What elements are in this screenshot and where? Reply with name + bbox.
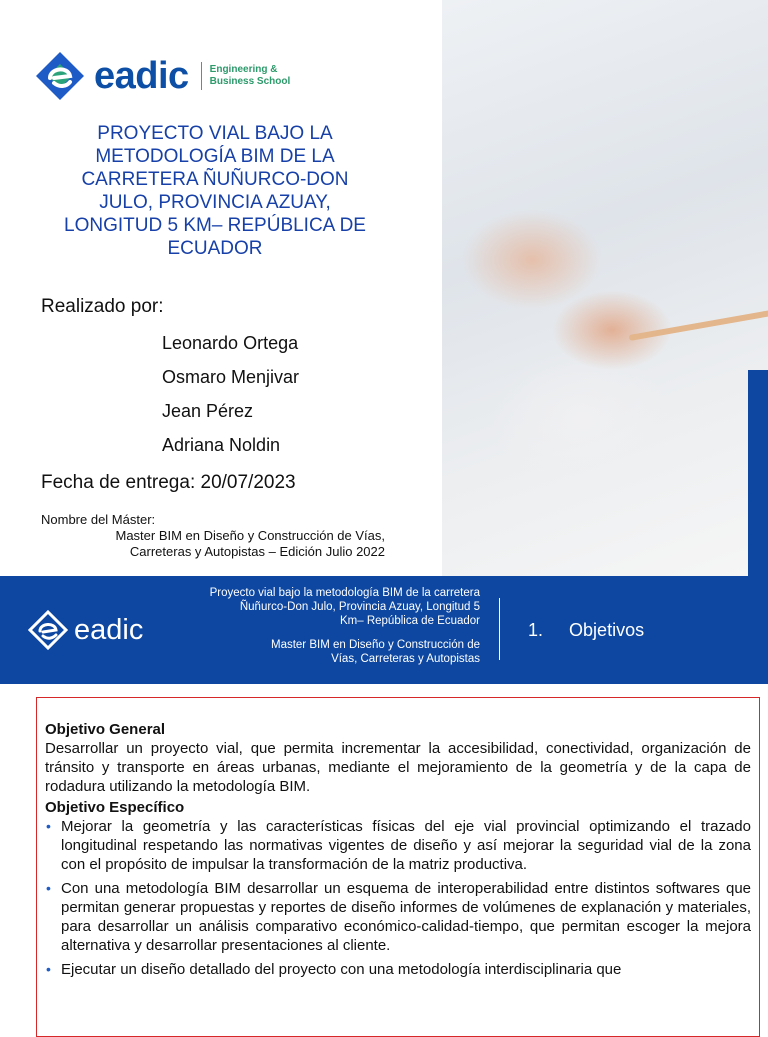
title-line: PROYECTO VIAL BAJO LA [97,123,333,144]
specific-objective-heading: Objetivo Específico [45,799,185,816]
band-project-info [160,586,480,666]
logo-wordmark: eadic [94,54,189,97]
band-gap [160,628,480,638]
list-item-text: Con una metodología BIM desarrollar un esquema de interoperabilidad entre distintos softwares que permitan generar propuestas y reportes de diseño informes de volúmenes de explanación y materiales, para desarrollar un análisis comparativo económico-calidad-tiempo, que permitan escoger la mejora alternativa y desarrollar presentaciones al cliente. [61,880,751,954]
general-objective-text: Desarrollar un proyecto vial, que permita incrementar la accesibilidad, conectividad, organización de tránsito y transporte en áreas urbanas, mediante el mejoramiento de la geometría y de la capa de rodadura utilizando la metodología BIM. [45,740,751,795]
master-label: Nombre del Máster: [41,512,156,527]
bullet-icon: • [46,880,51,896]
general-objective-heading: Objetivo General [45,721,166,738]
band-master-line: Vías, Carreteras y Autopistas [331,653,480,665]
logo-tagline [210,64,291,88]
bullet-icon: • [46,961,51,977]
specific-objectives-list [45,817,751,979]
band-project-line: Km– República de Ecuador [340,615,480,627]
cover-photo [442,0,768,576]
master-name-line-2: Carreteras y Autopistas – Edición Julio 2022 [129,544,385,559]
authors-label: Realizado por: [41,296,164,317]
eadic-logo-white-icon [28,610,68,650]
objectives-box [36,697,760,1037]
master-name [41,528,385,560]
band-project-line: Proyecto vial bajo la metodología BIM de la carretera [209,587,480,599]
band-project-line: Ñuñurco-Don Julo, Provincia Azuay, Longitud 5 [239,601,480,613]
master-name-line-1: Master BIM en Diseño y Construcción de Vías, [115,528,385,543]
objectives-content [45,720,751,984]
logo-divider [201,62,202,90]
section-heading [528,620,644,641]
project-title [30,122,400,260]
list-item-text: Ejecutar un diseño detallado del proyecto con una metodología interdisciplinaria que [61,961,622,978]
title-line: JULO, PROVINCIA AZUAY, [99,192,331,213]
author-item: Leonardo Ortega [162,333,299,353]
authors-list [162,332,299,468]
logo-tagline-line-1: Engineering & [209,64,278,75]
title-line: CARRETERA ÑUÑURCO-DON [81,169,349,190]
logo-tagline-line-2: Business School [209,76,291,87]
eadic-logo-icon [34,50,86,102]
title-line: METODOLOGÍA BIM DE LA [95,146,335,167]
title-line: ECUADOR [167,238,263,259]
accent-strip [748,370,768,576]
delivery-date: Fecha de entrega: 20/07/2023 [41,472,296,493]
author-item: Jean Pérez [162,401,254,421]
photo-background [442,0,768,576]
band-divider [499,598,500,660]
band-logo-wordmark: eadic [74,613,144,646]
list-item-text: Mejorar la geometría y las características físicas del eje vial provincial optimizando el trazado longitudinal respetando las normativas vigentes de diseño y así mejorar la seguridad vial de la zona con el propósito de impulsar la transformación de la matriz productiva. [61,818,751,873]
list-item [45,817,751,874]
list-item [45,879,751,955]
bullet-icon: • [46,818,51,834]
section-header-band [0,576,768,684]
band-master-line: Master BIM en Diseño y Construcción de [270,639,480,651]
section-title: Objetivos [569,620,645,640]
author-item: Osmaro Menjivar [162,367,300,387]
eadic-logo [34,50,290,102]
title-line: LONGITUD 5 KM– REPÚBLICA DE [64,215,366,236]
section-number: 1. [528,620,544,640]
author-item: Adriana Noldin [162,435,281,455]
band-logo [28,610,143,650]
list-item [45,960,751,979]
